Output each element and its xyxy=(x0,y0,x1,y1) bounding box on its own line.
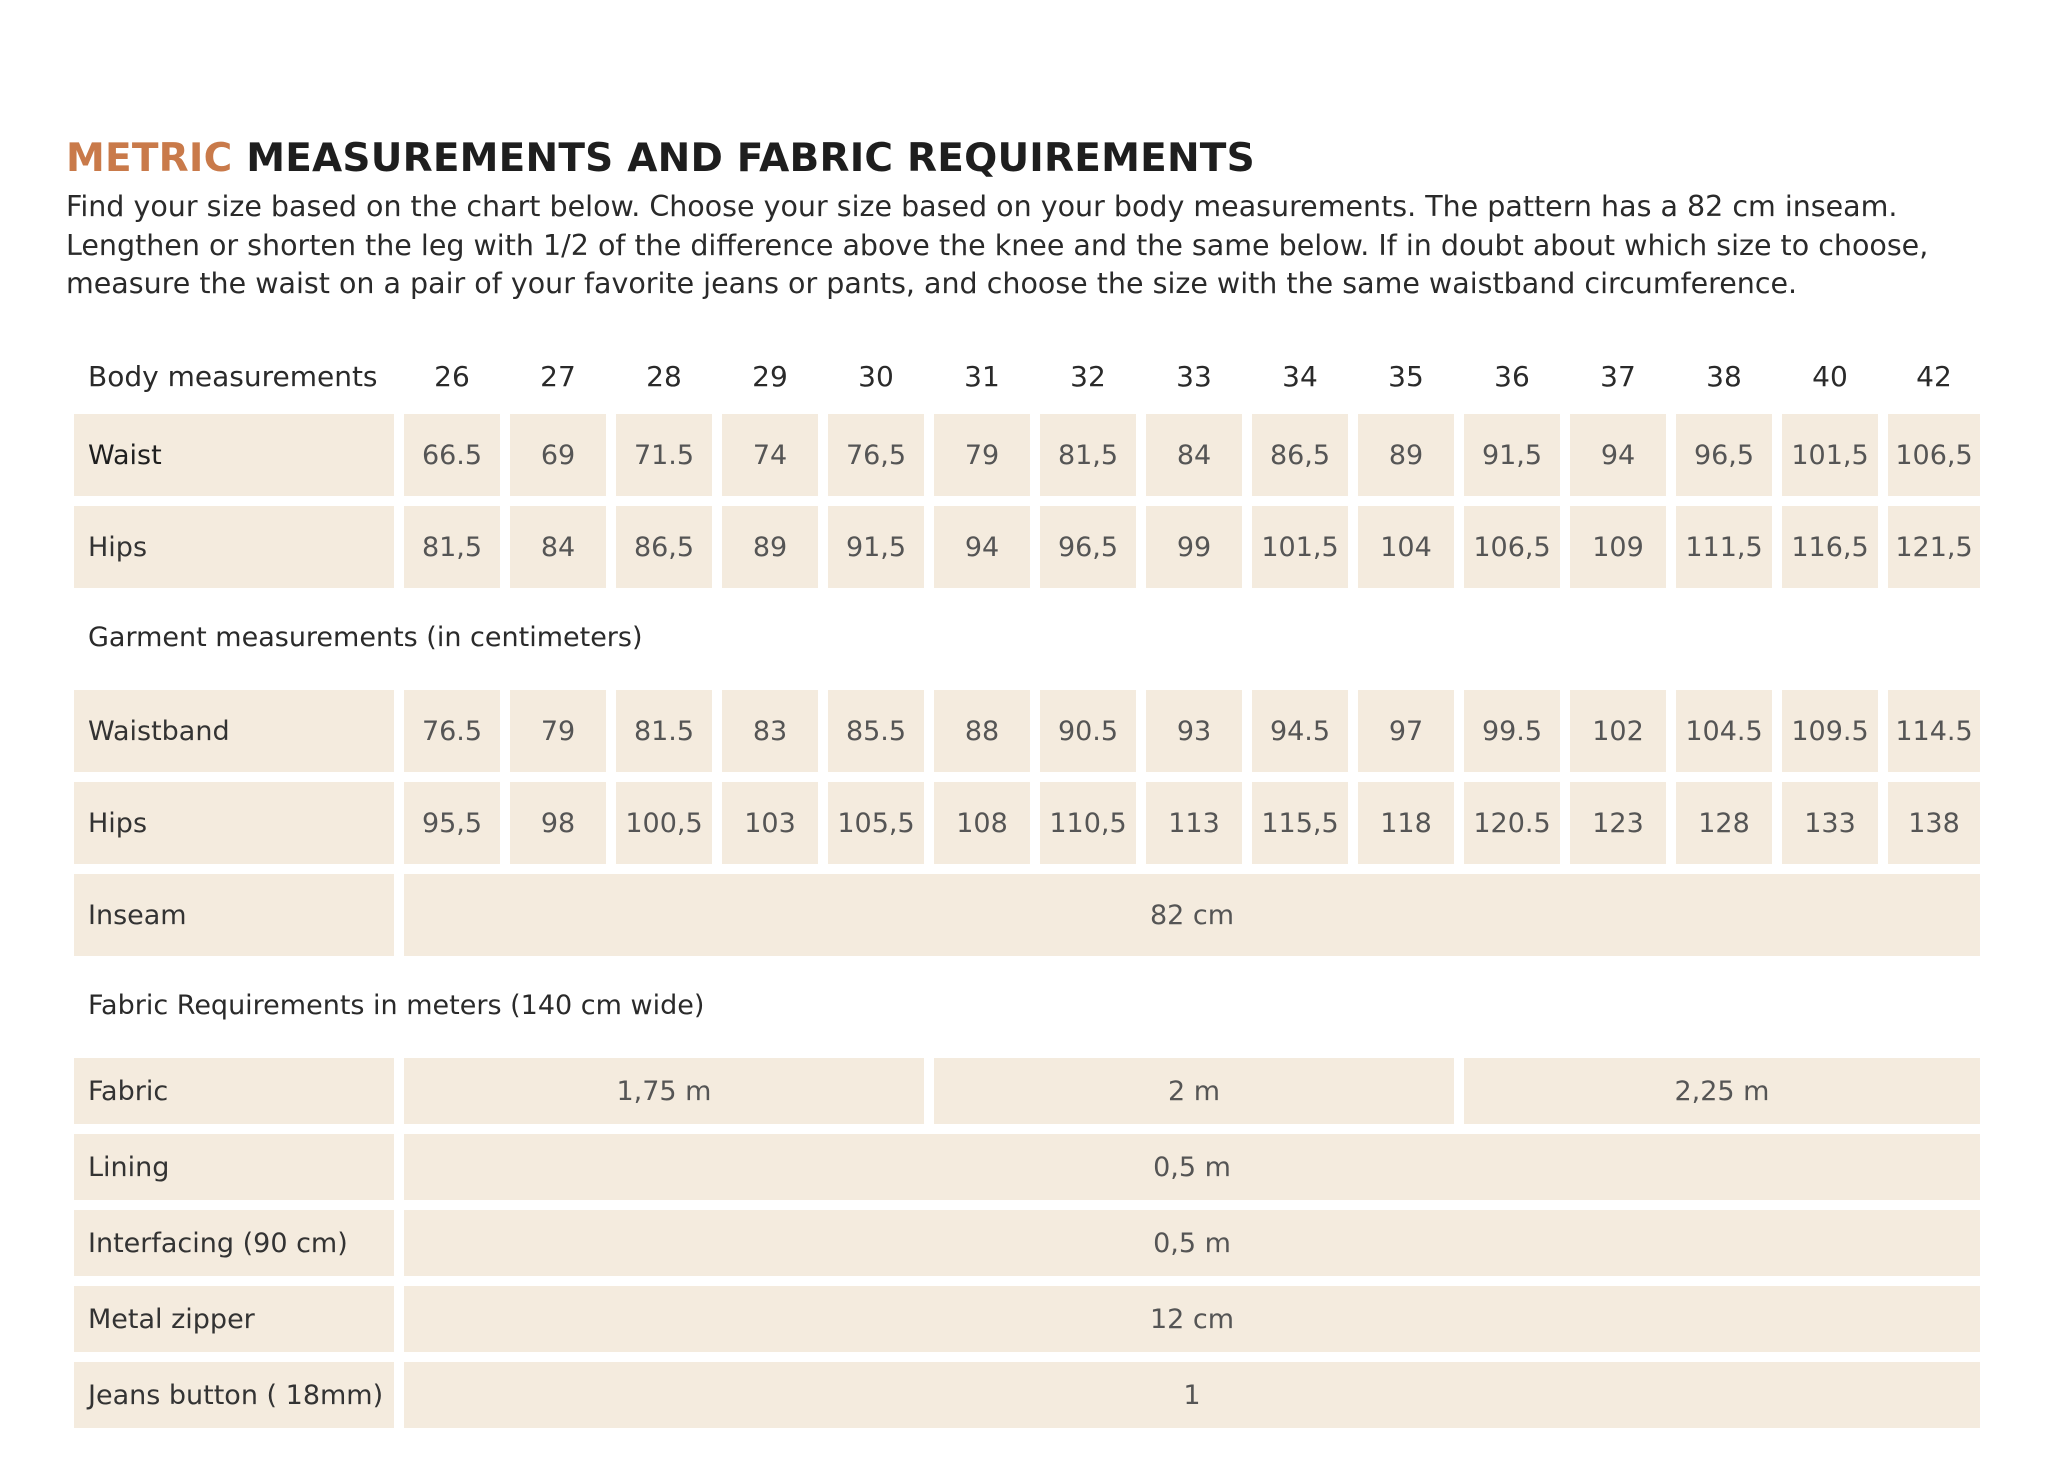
measurement-cell: 88 xyxy=(934,690,1030,772)
measurement-cell: 118 xyxy=(1358,782,1454,864)
measurement-cell: 83 xyxy=(722,690,818,772)
measurement-cell: 115,5 xyxy=(1252,782,1348,864)
measurement-cell: 95,5 xyxy=(404,782,500,864)
garment-waistband-row xyxy=(74,690,1980,772)
garment-hips-row xyxy=(74,782,1980,864)
measurement-cell: 94.5 xyxy=(1252,690,1348,772)
row-label: Metal zipper xyxy=(74,1286,394,1352)
row-label: Fabric xyxy=(74,1058,394,1124)
size-header-row xyxy=(74,351,1980,401)
fabric-amount-cell: 2,25 m xyxy=(1464,1058,1980,1124)
measurement-cell: 91,5 xyxy=(828,506,924,588)
row-label: Waistband xyxy=(74,690,394,772)
metal-zipper-row xyxy=(74,1286,1980,1352)
measurement-cell: 97 xyxy=(1358,690,1454,772)
measurement-cell: 104 xyxy=(1358,506,1454,588)
measurement-cell: 138 xyxy=(1888,782,1980,864)
measurement-cell: 110,5 xyxy=(1040,782,1136,864)
measurement-cell: 89 xyxy=(1358,414,1454,496)
size-header: 34 xyxy=(1282,359,1318,393)
measurement-cell: 90.5 xyxy=(1040,690,1136,772)
measurement-cell: 66.5 xyxy=(404,414,500,496)
measurement-cell: 109 xyxy=(1570,506,1666,588)
row-label: Interfacing (90 cm) xyxy=(74,1210,394,1276)
size-header: 32 xyxy=(1070,359,1106,393)
requirement-value: 0,5 m xyxy=(404,1210,1980,1276)
measurement-cell: 71.5 xyxy=(616,414,712,496)
fabric-amount-cell: 2 m xyxy=(934,1058,1454,1124)
measurement-cell: 86,5 xyxy=(1252,414,1348,496)
measurement-cell: 104.5 xyxy=(1676,690,1772,772)
measurement-cell: 98 xyxy=(510,782,606,864)
measurement-cell: 121,5 xyxy=(1888,506,1980,588)
size-header: 26 xyxy=(434,359,470,393)
measurement-cell: 113 xyxy=(1146,782,1242,864)
measurement-cell: 133 xyxy=(1782,782,1878,864)
measurement-cell: 120.5 xyxy=(1464,782,1560,864)
measurement-cell: 106,5 xyxy=(1464,506,1560,588)
size-header: 37 xyxy=(1600,359,1636,393)
measurement-cell: 99.5 xyxy=(1464,690,1560,772)
measurement-cell: 100,5 xyxy=(616,782,712,864)
inseam-value: 82 cm xyxy=(404,874,1980,956)
garment-section-label: Garment measurements (in centimeters) xyxy=(88,622,643,653)
intro-line: Lengthen or shorten the leg with 1/2 of the difference above the knee and the same below. If in doubt about which size to choose, xyxy=(66,228,1929,262)
measurement-cell: 86,5 xyxy=(616,506,712,588)
measurement-cell: 69 xyxy=(510,414,606,496)
measurement-cell: 101,5 xyxy=(1782,414,1878,496)
size-header: 33 xyxy=(1176,359,1212,393)
size-header: 42 xyxy=(1916,359,1952,393)
row-label: Inseam xyxy=(74,874,394,956)
size-header: 28 xyxy=(646,359,682,393)
row-label: Jeans button ( 18mm) xyxy=(74,1362,394,1428)
measurement-cell: 94 xyxy=(1570,414,1666,496)
size-header: 31 xyxy=(964,359,1000,393)
jeans-button-row xyxy=(74,1362,1980,1428)
measurement-cell: 96,5 xyxy=(1676,414,1772,496)
measurement-cell: 79 xyxy=(510,690,606,772)
lining-row xyxy=(74,1134,1980,1200)
size-header: 40 xyxy=(1812,359,1848,393)
measurement-cell: 79 xyxy=(934,414,1030,496)
body-hips-row xyxy=(74,506,1980,588)
measurement-cell: 96,5 xyxy=(1040,506,1136,588)
body-waist-row xyxy=(74,414,1980,496)
measurement-cell: 108 xyxy=(934,782,1030,864)
size-header: 38 xyxy=(1706,359,1742,393)
measurement-cell: 114.5 xyxy=(1888,690,1980,772)
requirement-value: 0,5 m xyxy=(404,1134,1980,1200)
size-header: 29 xyxy=(752,359,788,393)
title-accent: METRIC xyxy=(66,136,233,181)
intro-line: Find your size based on the chart below. Choose your size based on your body measurements. The pattern has a 82 cm inseam. xyxy=(66,190,1898,223)
interfacing-row xyxy=(74,1210,1980,1276)
size-header: 30 xyxy=(858,359,894,393)
garment-inseam-row xyxy=(74,874,1980,956)
row-label: Waist xyxy=(74,414,394,496)
measurement-cell: 116,5 xyxy=(1782,506,1878,588)
measurement-cell: 99 xyxy=(1146,506,1242,588)
measurement-cell: 81,5 xyxy=(404,506,500,588)
measurement-cell: 123 xyxy=(1570,782,1666,864)
measurement-cell: 85.5 xyxy=(828,690,924,772)
measurement-cell: 91,5 xyxy=(1464,414,1560,496)
measurement-cell: 94 xyxy=(934,506,1030,588)
measurement-cell: 89 xyxy=(722,506,818,588)
measurement-cell: 106,5 xyxy=(1888,414,1980,496)
size-header: 35 xyxy=(1388,359,1424,393)
measurement-cell: 81,5 xyxy=(1040,414,1136,496)
measurement-cell: 76.5 xyxy=(404,690,500,772)
measurement-cell: 74 xyxy=(722,414,818,496)
measurement-cell: 84 xyxy=(1146,414,1242,496)
measurement-cell: 101,5 xyxy=(1252,506,1348,588)
fabric-section-label: Fabric Requirements in meters (140 cm wide) xyxy=(88,990,705,1021)
measurement-cell: 84 xyxy=(510,506,606,588)
measurement-cell: 109.5 xyxy=(1782,690,1878,772)
title-rest: MEASUREMENTS AND FABRIC REQUIREMENTS xyxy=(246,136,1255,181)
fabric-amount-cell: 1,75 m xyxy=(404,1058,924,1124)
size-header: 27 xyxy=(540,359,576,393)
fabric-row xyxy=(74,1058,1980,1124)
row-label: Hips xyxy=(74,782,394,864)
row-label: Hips xyxy=(74,506,394,588)
intro-line: measure the waist on a pair of your favorite jeans or pants, and choose the size with the same waistband circumference. xyxy=(66,267,1798,300)
measurement-cell: 111,5 xyxy=(1676,506,1772,588)
measurement-cell: 81.5 xyxy=(616,690,712,772)
body-measurements-heading: Body measurements xyxy=(88,359,378,393)
measurement-cell: 105,5 xyxy=(828,782,924,864)
measurement-cell: 103 xyxy=(722,782,818,864)
requirement-value: 12 cm xyxy=(404,1286,1980,1352)
page-title xyxy=(66,136,1255,181)
size-header: 36 xyxy=(1494,359,1530,393)
measurement-cell: 128 xyxy=(1676,782,1772,864)
row-label: Lining xyxy=(74,1134,394,1200)
requirement-value: 1 xyxy=(404,1362,1980,1428)
measurement-cell: 102 xyxy=(1570,690,1666,772)
measurement-cell: 93 xyxy=(1146,690,1242,772)
intro-paragraph xyxy=(66,188,2026,304)
measurement-cell: 76,5 xyxy=(828,414,924,496)
